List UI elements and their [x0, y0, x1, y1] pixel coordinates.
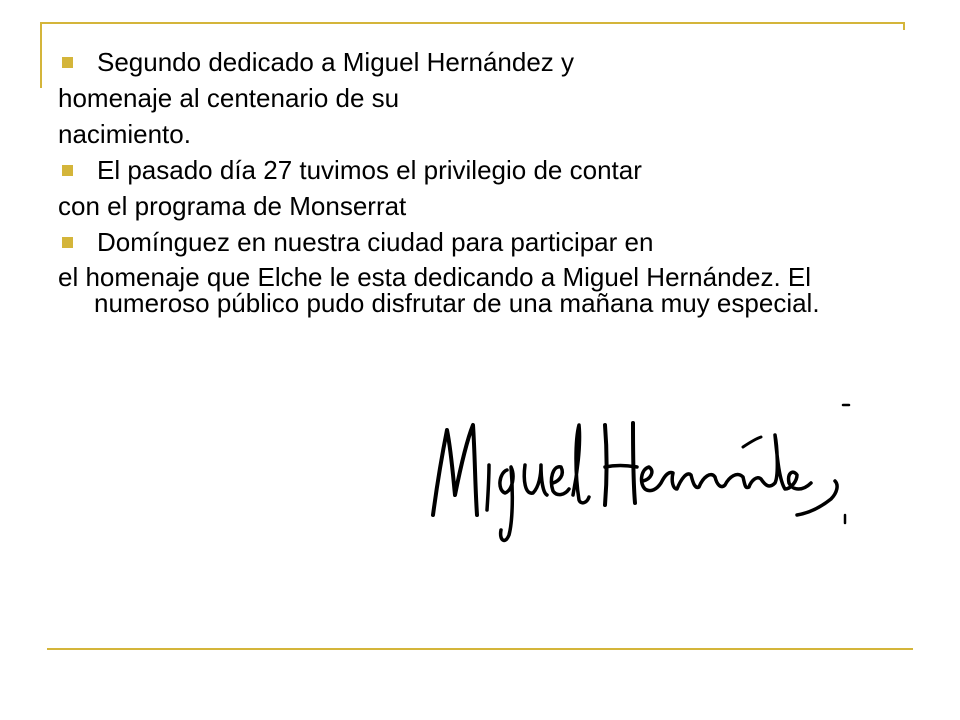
handwritten-signature	[425, 395, 855, 555]
square-bullet-icon	[62, 165, 73, 176]
square-bullet-icon	[62, 57, 73, 68]
bottom-rule	[47, 648, 913, 650]
right-rule	[903, 22, 905, 30]
left-rule	[40, 22, 42, 88]
bullet-text-1: Segundo dedicado a Miguel Hernández y	[97, 47, 575, 77]
continuation-line-2: nacimiento.	[58, 119, 191, 149]
bullet-text-2: El pasado día 27 tuvimos el privilegio de contar	[97, 155, 642, 185]
square-bullet-icon	[62, 237, 73, 248]
bullet-item-2	[58, 152, 898, 188]
slide-body	[58, 44, 898, 316]
bullet-item-1	[58, 44, 898, 80]
bullet-text-3: Domínguez en nuestra ciudad para participar en	[97, 227, 654, 257]
bullet-item-3	[58, 224, 898, 260]
continuation-line-1: homenaje al centenario de su	[58, 83, 400, 113]
continuation-paragraph: el homenaje que Elche le esta dedicando a Miguel Hernández. El numeroso público pudo disfrutar de una mañana muy especial.	[58, 262, 820, 318]
top-rule	[40, 22, 904, 24]
continuation-line-3: con el programa de Monserrat	[58, 191, 407, 221]
